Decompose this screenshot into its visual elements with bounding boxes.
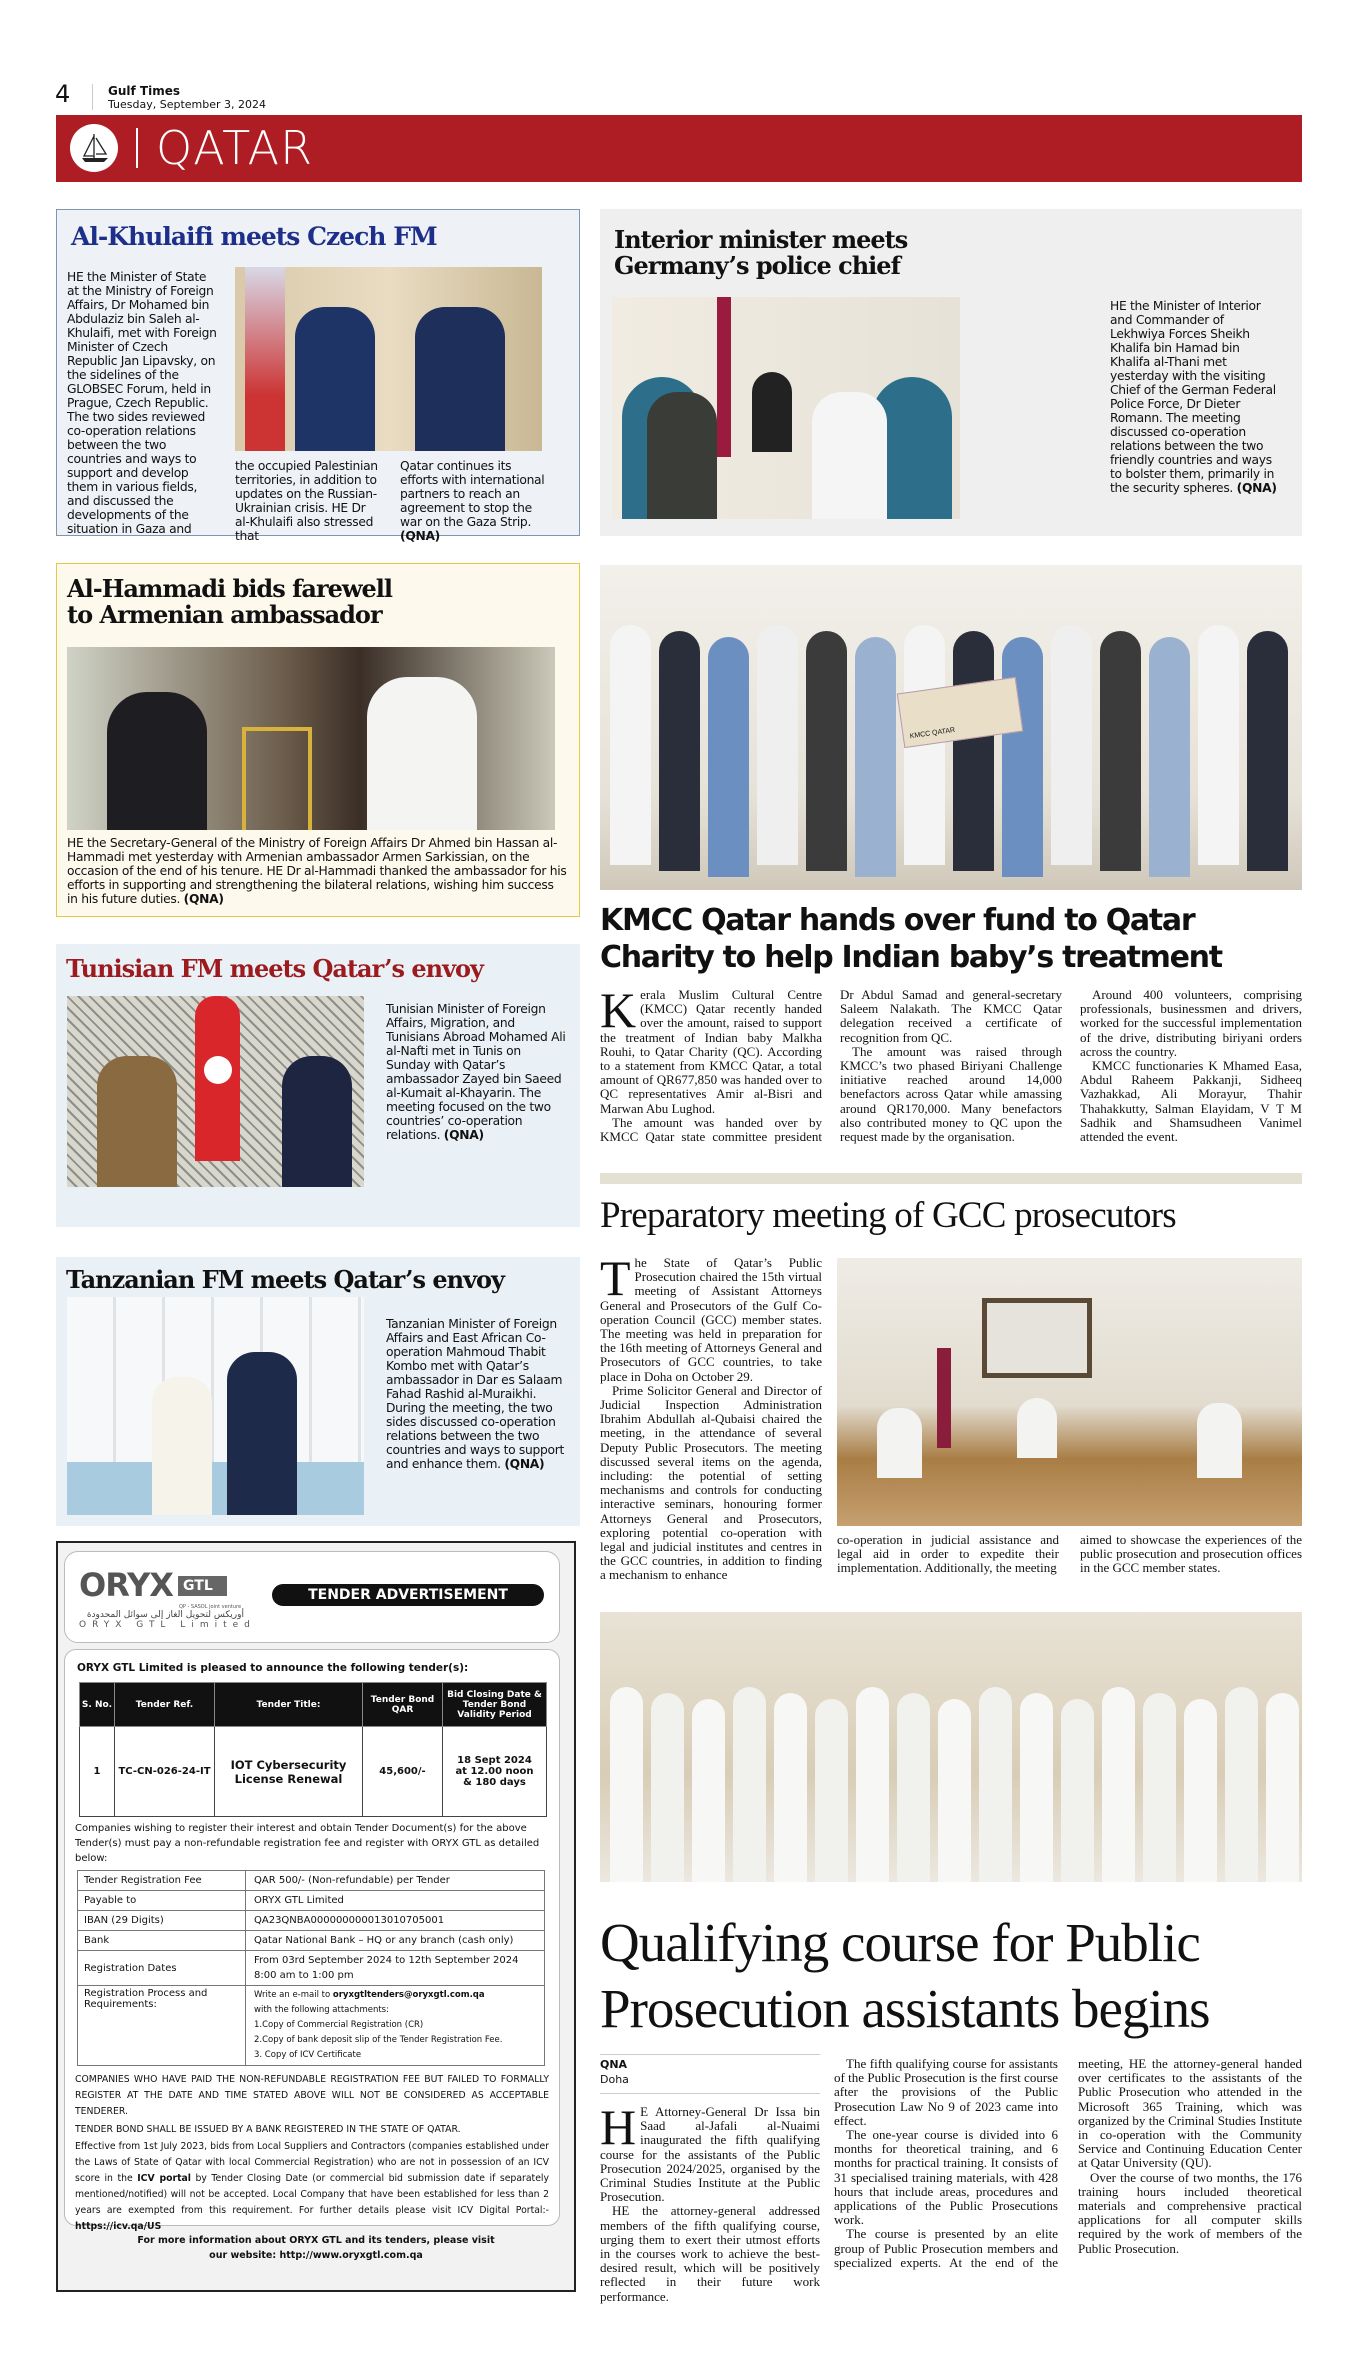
detail-row (78, 1986, 545, 2066)
tender-table-row (80, 1727, 547, 1817)
byline-rule-bottom (600, 2093, 820, 2094)
paragraph: KMCC functionaries K Mhamed Easa, Abdul Raheem Pakkanji, Sidheeq Vazhakkad, Ali Morayur, Thahir Thahakkutty, Salman Elayidam, V T M Sadhik and Shamsudheen Vanimel attended the event. (1080, 1058, 1302, 1145)
paragraph: The amount was handed over by KMCC Qatar state committee president Dr Abdul Samad and general-secretary Saleem Nalakath. The KMCC Qatar delegation received a certificate of recognition from QC. (600, 987, 1062, 1145)
col-header: Bid Closing Date & Tender Bond Validity Period (443, 1683, 547, 1727)
person-figure (855, 637, 896, 877)
person-figure (708, 637, 749, 877)
text: 3. Copy of ICV Certificate (254, 2050, 362, 2060)
gcc-body-col3: aimed to showcase the experiences of the public prosecution and prosecution offices in the GCC member states. (1080, 1532, 1302, 1576)
photo-tanzania-meeting (67, 1297, 364, 1515)
paragraph (600, 982, 822, 1116)
detail-row (78, 1911, 545, 1931)
detail-row (78, 1891, 545, 1911)
footer-line: For more information about ORYX GTL and its tenders, please visit (137, 2235, 495, 2246)
detail-value (246, 1931, 545, 1951)
detail-label: Payable to (78, 1891, 246, 1911)
headline-line: KMCC Qatar hands over fund to Qatar (600, 903, 1195, 938)
headline-line: Charity to help Indian baby’s treatment (600, 940, 1222, 975)
detail-label: Registration Process and Requirements: (78, 1986, 246, 2066)
paragraph: The course is presented by an elite group of Public Prosecution members and specialized experts. At the end of the meeting, HE the attorney-general handed over certificates to the assistants of the Public Prosecution who attended in the Microsoft 365 Training, which was organized by the Criminal Studies Institute in co-operation with the Community Service and Continuing Education Center at Qatar University (QU). (834, 2056, 1302, 2270)
headline-line: Prosecution assistants begins (600, 1978, 1210, 2039)
photo-interior-meeting (612, 297, 960, 519)
photo-gcc-meeting (837, 1258, 1302, 1526)
masthead-divider (92, 84, 93, 110)
person-figure (651, 1693, 684, 1882)
byline: QNA (600, 2058, 628, 2071)
kmcc-headline (600, 902, 1222, 976)
cell: 18 Sept 2024 at 12.00 noon & 180 days (443, 1727, 547, 1817)
icv-link[interactable]: https://icv.qa/US (75, 2221, 162, 2232)
credit: (QNA) (400, 529, 441, 543)
detail-row (78, 1951, 545, 1986)
section-divider-bar (600, 1173, 1302, 1184)
photo-armenian-farewell (67, 647, 555, 830)
cell: TC-CN-026-24-IT (115, 1727, 215, 1817)
credit: (QNA) (443, 1128, 484, 1142)
text: QA23QNBA000000000013010705001 (254, 1915, 445, 1926)
person-figure (1143, 1693, 1176, 1882)
qualifying-body-col1 (600, 2099, 820, 2304)
person-figure (1061, 1699, 1094, 1882)
headline-line: Al-Hammadi bids farewell (67, 574, 393, 603)
story-text (386, 1317, 566, 1471)
oryx-tender-ad (56, 1541, 576, 2292)
detail-label: Registration Dates (78, 1951, 246, 1986)
person-figure (953, 631, 994, 871)
person-figure (1266, 1693, 1299, 1882)
logo-text: ORYX (79, 1566, 173, 1604)
story-headline: Tanzanian FM meets Qatar’s envoy (66, 1265, 504, 1294)
qualifying-body-cols (834, 2057, 1302, 2297)
section-banner (56, 115, 1302, 182)
person-figure (1225, 1687, 1258, 1882)
person-figure (692, 1699, 725, 1882)
tender-table (79, 1682, 547, 1817)
paragraph (600, 2099, 820, 2205)
kmcc-body (600, 982, 1302, 1158)
person-figure (1184, 1699, 1217, 1882)
issue-date: Tuesday, September 3, 2024 (108, 98, 267, 111)
person-figure (733, 1687, 766, 1882)
credit: (QNA) (1236, 481, 1277, 495)
text: he State of Qatar’s Public Prosecution chaired the 15th virtual meeting of Assistant Attorneys General and Prosecutors of the Gulf Co-operation Council (GCC) member states. The meeting was held in preparation for the 16th meeting of Attorneys General and Prosecutors of GCC countries, to take place in Doha on October 29. (600, 1255, 822, 1384)
person-figure (774, 1693, 807, 1882)
text: Effective from 1st July 2023, bids from Local Suppliers and Contractors (companies established under the Laws of State of Qatar with local Commercial Registration) who are not in possession of an ICV score in the (75, 2141, 549, 2184)
notice-icv (75, 2139, 549, 2235)
text: QAR 500/- (Non-refundable) per Tender (254, 1875, 450, 1886)
text: Tunisian Minister of Foreign Affairs, Migration, and Tunisians Abroad Mohamed Ali al-Nafti met in Tunis on Sunday with Qatar’s ambassador Zayed bin Saeed al-Kumait al-Khayarin. The meeting focused on the two countries’ co-operation relations. (386, 1002, 566, 1142)
logo-sub: ORYX GTL Limited (79, 1620, 256, 1630)
person-figure (1149, 637, 1190, 877)
detail-label: Tender Registration Fee (78, 1871, 246, 1891)
person-figure (856, 1687, 889, 1882)
story-text-col3 (400, 459, 550, 543)
ad-body (64, 1649, 560, 2232)
cell: 1 (80, 1727, 115, 1817)
person-figure (979, 1687, 1012, 1882)
text: erala Muslim Cultural Centre (KMCC) Qatar recently handed over the amount, raised to support the treatment of Indian baby Malkha Rouhi, to Qatar Charity (QC). According to a statement from KMCC Qatar, a total amount of QR677,850 was handed over to QC representatives Amir al-Bisri and Marwan Abu Lughod. (600, 987, 822, 1116)
text: with the following attachments: (254, 2005, 389, 2015)
tunisian-story (56, 944, 580, 1227)
credit: (QNA) (504, 1457, 545, 1471)
text: HE the Secretary-General of the Ministry of Foreign Affairs Dr Ahmed bin Hassan al-Hammadi met yesterday with Armenian ambassador Armen Sarkissian, on the occasion of the end of his tenure. HE Dr al-Hammadi thanked the ambassador for his efforts in supporting and strengthening the bilateral relations, wishing him success in his future duties. (67, 836, 567, 906)
headline-line: to Armenian ambassador (67, 600, 382, 629)
story-headline: Al-Khulaifi meets Czech FM (71, 222, 437, 251)
tanzanian-story (56, 1257, 580, 1526)
text: Tanzanian Minister of Foreign Affairs and East African Co-operation Mahmoud Thabit Kombo met with Qatar’s ambassador in Dar es Salaam Fahad Rashid al-Muraikhi. During the meeting, the two sides discussed co-operation relations between the two countries and ways to support and enhance them. (386, 1317, 565, 1471)
text: ORYX GTL Limited (254, 1895, 344, 1906)
hammadi-story (56, 563, 580, 917)
person-figure (1002, 637, 1043, 877)
headline-line: Germany’s police chief (614, 251, 900, 280)
col-header: Tender Ref. (115, 1683, 215, 1727)
khulaifi-story (56, 209, 580, 543)
col-header: Tender Title: (215, 1683, 363, 1727)
paragraph: The fifth qualifying course for assistants of the Public Prosecution is the first course after the provisions of the Public Prosecution Law No 9 of 2023 came into effect. (834, 2056, 1058, 2128)
person-figure (1198, 625, 1239, 865)
detail-row (78, 1931, 545, 1951)
ad-footer (58, 2233, 574, 2263)
cell: 45,600/- (363, 1727, 443, 1817)
paragraph: Around 400 volunteers, comprising professionals, businessmen and drivers, worked for the successful implementation of the drive, distributing biriyani orders across the country. (1080, 987, 1302, 1059)
paragraph: HE the attorney-general addressed members of the fifth qualifying course, urging them to exert their utmost efforts in the courses work to achieve the best-desired result, which will be positively reflected in their future work performance. (600, 2203, 820, 2304)
person-figure (1102, 1687, 1135, 1882)
website-link[interactable]: our website: http://www.oryxgtl.com.qa (209, 2250, 423, 2261)
person-figure (757, 625, 798, 865)
detail-value (246, 1986, 545, 2066)
photo-kmcc-group (600, 565, 1302, 890)
story-text (386, 1002, 566, 1142)
detail-label: IBAN (29 Digits) (78, 1911, 246, 1931)
detail-label: Bank (78, 1931, 246, 1951)
gcc-headline: Preparatory meeting of GCC prosecutors (600, 1195, 1176, 1236)
ad-instructions: Companies wishing to register their interest and obtain Tender Document(s) for the above Tender(s) must pay a non-refundable registration fee and register with ORYX GTL as detailed below: (75, 1823, 540, 1864)
photo-tunisia-meeting (67, 996, 364, 1187)
person-figure (1051, 625, 1092, 865)
detail-value (246, 1911, 545, 1931)
detail-value (246, 1871, 545, 1891)
headline-line: Qualifying course for Public (600, 1912, 1200, 1973)
person-figure (806, 631, 847, 871)
text: From 03rd September 2024 to 12th September 2024 (254, 1955, 519, 1966)
text: 8:00 am to 1:00 pm (254, 1970, 354, 1981)
col-header: S. No. (80, 1683, 115, 1727)
paragraph (600, 1250, 822, 1384)
detail-value (246, 1891, 545, 1911)
logo-jv: QP - SASOL joint venture (179, 1604, 242, 1610)
paragraph: The one-year course is divided into 6 months for theoretical training, and 6 months for practical training. It consists of 31 specialised training materials, with 428 hours that include areas, procedures and applications of the Public Prosecutions work. (834, 2127, 1058, 2228)
text: ICV portal (137, 2173, 191, 2184)
text: Qatar National Bank – HQ or any branch (cash only) (254, 1935, 514, 1946)
section-title: QATAR (156, 121, 314, 175)
detail-value (246, 1951, 545, 1986)
tender-table-header (80, 1683, 547, 1727)
registration-table (77, 1870, 545, 2066)
person-figure (1020, 1693, 1053, 1882)
logo-arabic: أوريكس لتحويل الغاز إلى سوائل المحدودة (86, 1610, 244, 1620)
story-text-col1: HE the Minister of State at the Ministry of Foreign Affairs, Dr Mohamed bin Abdulaziz bin Saleh al-Khulaifi, met with Foreign Minister of Czech Republic Jan Lipavsky, on the sidelines of the GLOBSEC Forum, held in Prague, Czech Republic. The two sides reviewed co-operation relations between the two countries and ways to support and develop them in various fields, and discussed the developments of the situation in Gaza and (67, 270, 217, 536)
text: 2.Copy of bank deposit slip of the Tender Registration Fee. (254, 2035, 503, 2045)
tender-banner: TENDER ADVERTISEMENT (272, 1584, 544, 1606)
paragraph: The amount was raised through KMCC’s two phased Biriyani Challenge initiative reached around 14,000 benefactors across Qatar while amassing around QR170,000. Many benefactors also contributed money to QC upon the request made by the organisation. (840, 1043, 1062, 1145)
person-figure (659, 631, 700, 871)
qualifying-headline (600, 1910, 1210, 2042)
headline-line: Interior minister meets (614, 225, 908, 254)
byline-rule-top (600, 2054, 820, 2055)
section-divider (136, 128, 138, 168)
text: HE the Minister of Interior and Commander of Lekhwiya Forces Sheikh Khalifa bin Hamad bin Khalifa al-Thani met yesterday with the visiting Chief of the German Federal Police Force, Dr Dieter Romann. The meeting discussed co-operation relations between the two friendly countries and ways to bolster them, primarily in the security spheres. (1110, 299, 1276, 495)
paragraph: Over the course of two months, the 176 training hours included theoretical materials and comprehensive practical applications for all computer skills required by the work of members of the Public Prosecution. (1078, 2169, 1302, 2256)
notice-registration: COMPANIES WHO HAVE PAID THE NON-REFUNDABLE REGISTRATION FEE BUT FAILED TO FORMALLY REGISTER AT THE DATE AND TIME STATED ABOVE WILL NOT BE CONSIDERED AS ACCEPTABLE TENDERER. (75, 2074, 549, 2117)
paragraph: Prime Solicitor General and Director of Judicial Inspection Administration Ibrahim Abdullah al-Qubaisi chaired the meeting, in the attendance of several Deputy Public Prosecutors. The meeting discussed several items on the agenda, including: the potential of setting mechanisms and controls for conducting interactive seminars, honouring former Attorneys General and Prosecutors, exploring potential co-operation with legal and judicial institutes and centres in the GCC countries, in addition to finding a mechanism to enhance (600, 1382, 822, 1583)
person-figure (610, 625, 651, 865)
dhow-boat-icon (70, 124, 118, 172)
logo-gtl: GTL (178, 1576, 227, 1596)
gcc-body-col1 (600, 1250, 822, 1583)
ad-intro: ORYX GTL Limited is pleased to announce the following tender(s): (77, 1662, 469, 1674)
person-figure (897, 1693, 930, 1882)
person-figure (815, 1699, 848, 1882)
story-text-col2: the occupied Palestinian territories, in addition to updates on the Russian-Ukrainian crisis. HE Dr al-Khulaifi also stressed that (235, 459, 378, 543)
story-headline: Tunisian FM meets Qatar’s envoy (66, 954, 483, 983)
person-figure (610, 1687, 643, 1882)
paper-name: Gulf Times (108, 84, 180, 98)
email-link[interactable]: oryxgtltenders@oryxgtl.com.qa (332, 1990, 485, 2000)
notice-bond: TENDER BOND SHALL BE ISSUED BY A BANK REGISTERED IN THE STATE OF QATAR. (75, 2124, 461, 2135)
text: 1.Copy of Commercial Registration (CR) (254, 2020, 424, 2030)
drop-cap: T (600, 1250, 631, 1306)
text: Qatar continues its efforts with international partners to reach an agreement to stop the war on the Gaza Strip. (400, 459, 545, 529)
credit: (QNA) (183, 892, 224, 906)
drop-cap: H (600, 2099, 637, 2155)
story-headline (614, 227, 907, 279)
page-number: 4 (55, 80, 71, 108)
oryx-logo (79, 1566, 256, 1630)
photo-prosecution-group (600, 1612, 1302, 1882)
story-text (67, 836, 567, 906)
interior-story (600, 209, 1302, 536)
story-text (1110, 299, 1280, 495)
text: E Attorney-General Dr Issa bin Saad al-Jafali al-Nuaimi inaugurated the fifth qualifying course for the assistants of the Public Prosecution 2024/2025, organised by the Criminal Studies Institute at the Public Prosecution. (600, 2104, 820, 2205)
person-figure (1100, 631, 1141, 871)
story-headline (67, 576, 392, 628)
drop-cap: K (600, 982, 637, 1038)
photo-czech-handshake (235, 267, 542, 451)
ad-logo-panel (64, 1551, 560, 1643)
person-figure (1247, 631, 1288, 871)
cheque-text: KMCC QATAR (909, 726, 956, 741)
col-header: Tender Bond QAR (363, 1683, 443, 1727)
text: by Tender Closing Date (or commercial bid submission date if separately mentioned/notified) will not be accepted. Local Company that have been established for less than 2 years are exempted from this requirement. For further details please visit ICV Digital Portal:- (75, 2173, 550, 2216)
text: Write an e-mail to (254, 1990, 331, 2000)
gcc-body-col2: co-operation in judicial assistance and legal aid in order to expedite their implementation. Additionally, the meeting (837, 1532, 1059, 1576)
cell: IOT Cybersecurity License Renewal (215, 1727, 363, 1817)
dateline: Doha (600, 2073, 629, 2086)
detail-row (78, 1871, 545, 1891)
person-figure (938, 1699, 971, 1882)
